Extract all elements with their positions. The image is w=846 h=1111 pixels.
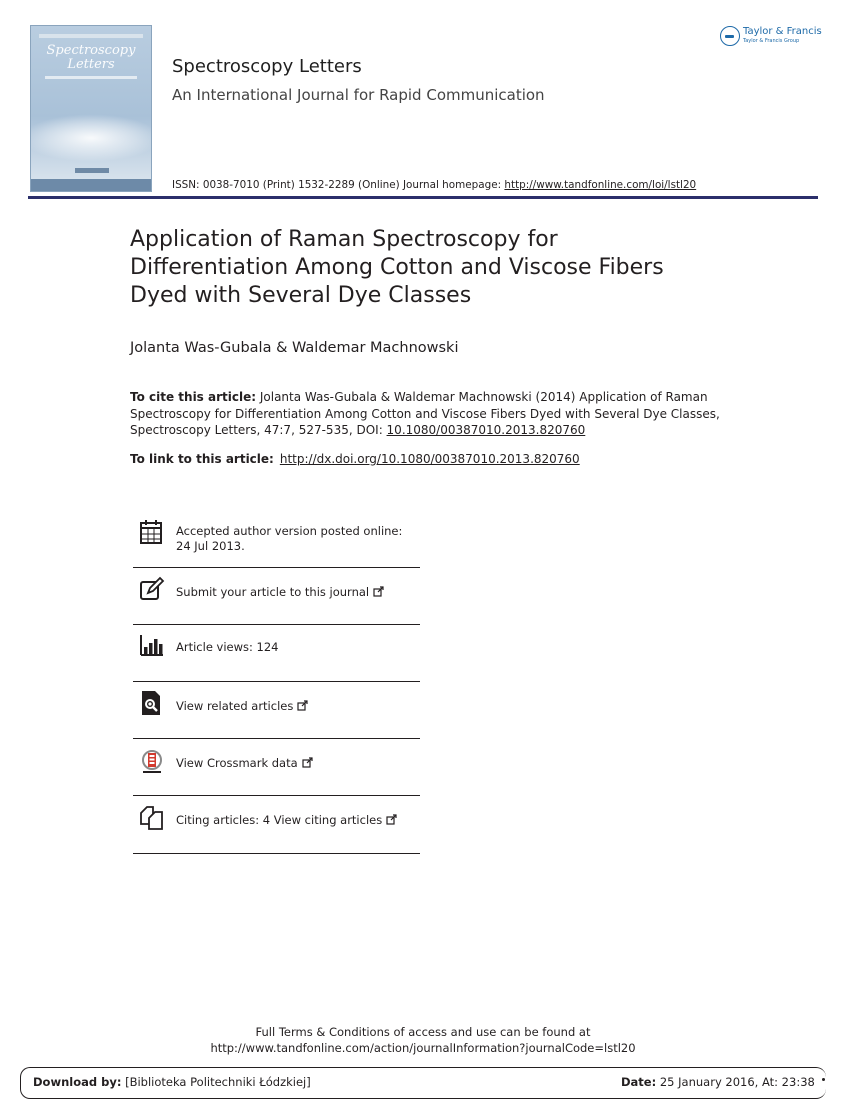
external-link-icon: [386, 814, 397, 825]
meta-item-label: [176, 585, 416, 600]
article-metadata-list: [133, 511, 420, 854]
publisher-logo-tagline: Taylor & Francis Group: [743, 38, 800, 44]
terms-url-link[interactable]: http://www.tandfonline.com/action/journalInformation?journalCode=lstl20: [210, 1041, 636, 1055]
meta-item-label: Accepted author version posted online: 24 Jul 2013.: [176, 524, 403, 553]
meta-item-citing[interactable]: [133, 796, 420, 854]
meta-item-views: [133, 625, 420, 682]
meta-item-crossmark[interactable]: [133, 739, 420, 796]
download-by: [33, 1075, 311, 1089]
cover-wave-graphic: [30, 114, 152, 162]
meta-item-label: [176, 756, 416, 771]
external-link-icon: [297, 700, 308, 711]
meta-item-related[interactable]: [133, 682, 420, 739]
cite-label: To cite this article:: [130, 390, 257, 404]
cite-doi-link[interactable]: 10.1080/00387010.2013.820760: [386, 423, 586, 437]
publisher-logo-name: Taylor & Francis: [743, 26, 822, 37]
meta-item-label: Article views: 124: [176, 640, 279, 654]
citing-articles-link[interactable]: Citing articles: 4 View citing articles: [176, 813, 383, 827]
box-end-mark: [822, 1078, 825, 1081]
crossmark-link[interactable]: View Crossmark data: [176, 756, 298, 770]
edit-icon: [139, 576, 165, 602]
article-authors: Jolanta Was-Gubala & Waldemar Machnowski: [130, 340, 459, 356]
article-doi-link[interactable]: http://dx.doi.org/10.1080/00387010.2013.820760: [279, 452, 580, 466]
issn-text: ISSN: 0038-7010 (Print) 1532-2289 (Online) Journal homepage:: [172, 179, 505, 191]
title-line: Differentiation Among Cotton and Viscose Fibers: [130, 255, 664, 280]
journal-name: Spectroscopy Letters: [172, 56, 362, 77]
download-date: [621, 1075, 815, 1089]
header-rule: [28, 196, 818, 199]
crossmark-icon: [139, 749, 165, 775]
cover-subtitle-band: [45, 76, 137, 79]
meta-item-accepted: [133, 511, 420, 568]
journal-cover-image: [30, 25, 152, 192]
cover-header-band: [39, 34, 143, 38]
download-value: [Biblioteka Politechniki Łódzkiej]: [121, 1075, 311, 1089]
related-articles-link[interactable]: View related articles: [176, 699, 294, 713]
calendar-icon: [139, 519, 165, 545]
terms-notice: [0, 1024, 846, 1056]
meta-item-submit[interactable]: [133, 568, 420, 625]
title-line: Application of Raman Spectroscopy for: [130, 227, 558, 252]
journal-homepage-link[interactable]: http://www.tandfonline.com/loi/lstl20: [504, 179, 697, 191]
cover-title: Spectroscopy Letters: [46, 43, 136, 72]
journal-subtitle: An International Journal for Rapid Communication: [172, 86, 545, 104]
link-label: To link to this article:: [130, 452, 274, 466]
citing-articles-icon: [139, 805, 165, 831]
title-line: Dyed with Several Dye Classes: [130, 283, 472, 308]
bar-chart-icon: [139, 633, 165, 659]
date-label: Date:: [621, 1075, 657, 1089]
article-title: [130, 226, 730, 310]
external-link-icon: [373, 586, 384, 597]
publisher-logo-icon: [720, 26, 740, 46]
cite-text: Jolanta Was-Gubala & Waldemar Machnowski (2014) Application of Raman Spectroscopy for Differentiation Among Cotton and Viscose Fibers Dyed with Several Dye Classes, Spectroscopy Letters, 47:7, 527-535, DOI:: [130, 390, 720, 437]
taylor-francis-logo[interactable]: [720, 26, 820, 48]
citation-block: [130, 389, 730, 439]
issn-line: [172, 179, 696, 191]
external-link-icon: [302, 757, 313, 768]
cover-publisher-mark: [75, 168, 109, 173]
search-document-icon: [139, 690, 165, 716]
submit-article-link[interactable]: Submit your article to this journal: [176, 585, 370, 599]
article-link-line: [130, 452, 580, 466]
meta-item-label: [176, 813, 416, 828]
meta-item-label: [176, 699, 416, 714]
terms-line: Full Terms & Conditions of access and use can be found at: [255, 1025, 591, 1039]
cover-footer-band: [31, 179, 151, 191]
download-label: Download by:: [33, 1075, 122, 1089]
date-value: 25 January 2016, At: 23:38: [656, 1075, 815, 1089]
